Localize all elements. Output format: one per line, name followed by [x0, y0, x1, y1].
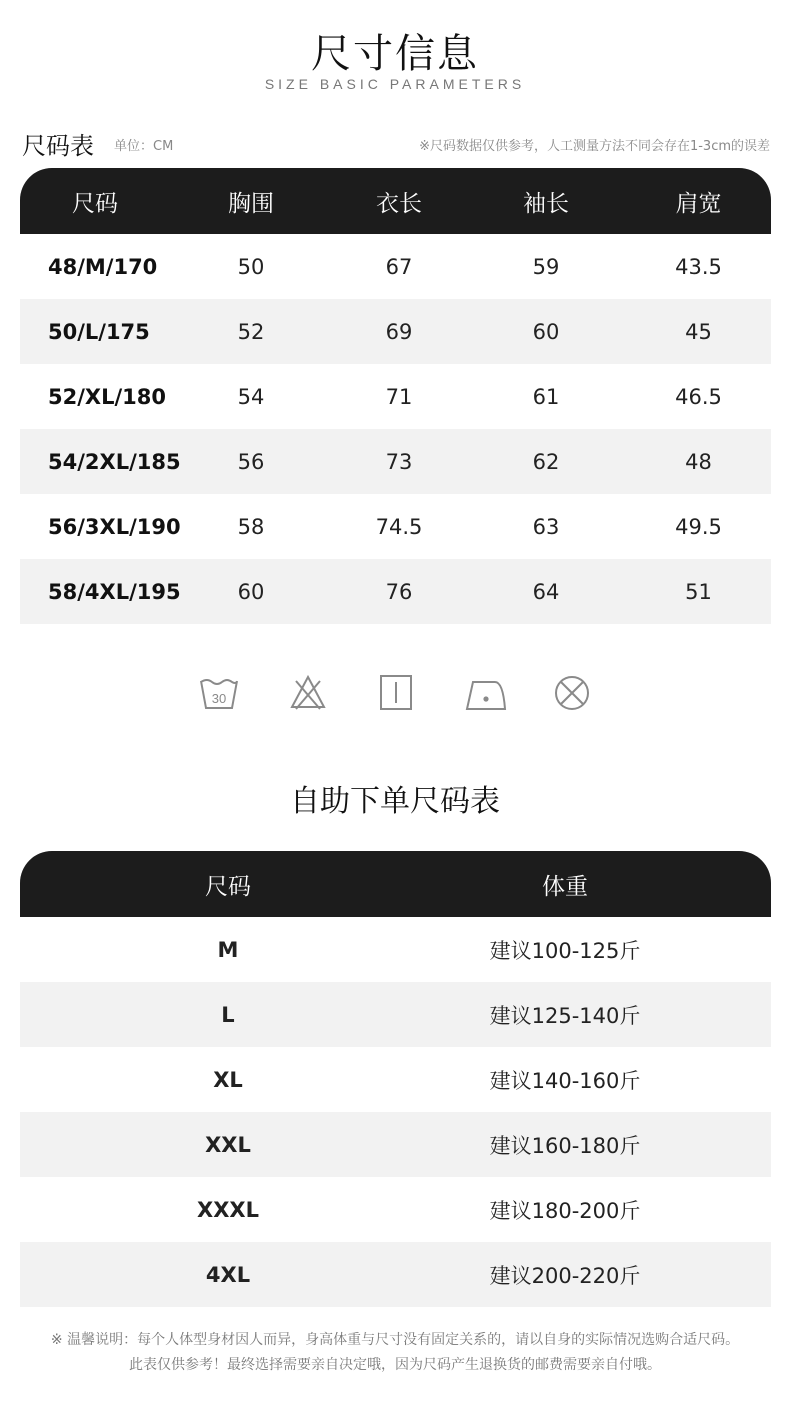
page-subtitle: SIZE BASIC PARAMETERS [264, 76, 526, 92]
table-row [20, 234, 771, 299]
table-cell: 50 [237, 254, 265, 279]
wash-temperature: 30 [211, 691, 227, 706]
table-row [20, 1242, 771, 1307]
size-chart-label: 尺码表 [22, 132, 94, 160]
size-table-header [20, 168, 771, 234]
table-cell: 49.5 [675, 514, 722, 539]
table-row [20, 494, 771, 559]
column-header: 尺码 [205, 873, 251, 900]
table-cell: 51 [685, 579, 712, 604]
table-cell: 56/3XL/190 [48, 514, 181, 539]
table-cell: 74.5 [375, 514, 423, 539]
table-cell: 58/4XL/195 [48, 579, 181, 604]
order-size-table [20, 851, 771, 1307]
page-title: 尺寸信息 [311, 31, 479, 77]
table-cell: 建议160-180斤 [489, 1133, 641, 1158]
table-cell: 43.5 [675, 254, 722, 279]
no-tumble-dry-icon [551, 672, 593, 714]
table-cell: 54 [237, 384, 265, 409]
table-cell: 61 [532, 384, 560, 409]
table-cell: 52 [237, 319, 265, 344]
table-cell: 62 [532, 449, 560, 474]
table-cell: 建议180-200斤 [489, 1198, 641, 1223]
table-cell: M [217, 937, 239, 962]
table-cell: XL [213, 1067, 243, 1092]
table-cell: 59 [532, 254, 560, 279]
unit-label: 单位：CM [114, 139, 174, 154]
table-row [20, 917, 771, 982]
table-cell: XXL [205, 1132, 251, 1157]
table-row [20, 982, 771, 1047]
table-cell: 4XL [205, 1262, 251, 1287]
table-cell: 建议125-140斤 [489, 1003, 641, 1028]
table-cell: 50/L/175 [48, 319, 150, 344]
line-dry-icon [375, 672, 417, 714]
table-cell: 69 [385, 319, 413, 344]
table-cell: 71 [385, 384, 413, 409]
footnote [0, 1328, 790, 1378]
table-cell: 54/2XL/185 [48, 449, 181, 474]
table-row [20, 1177, 771, 1242]
footnote-line-1: ※ 温馨说明：每个人体型身材因人而异，身高体重与尺寸没有固定关系的，请以自身的实际情况选购合适尺码。 [50, 1332, 740, 1348]
column-header: 体重 [542, 873, 588, 900]
measurement-note: ※尺码数据仅供参考，人工测量方法不同会存在1-3cm的误差 [419, 139, 770, 154]
table-row [20, 1112, 771, 1177]
table-cell: 73 [385, 449, 413, 474]
table-cell: 60 [237, 579, 265, 604]
table-cell: 60 [532, 319, 560, 344]
table-cell: 45 [685, 319, 712, 344]
table-row [20, 364, 771, 429]
size-chart-header [22, 126, 770, 158]
care-icons [0, 672, 790, 716]
size-table [20, 168, 771, 624]
iron-low-icon [463, 672, 509, 714]
table-cell: 建议200-220斤 [489, 1263, 641, 1288]
table-cell: 46.5 [675, 384, 722, 409]
table-row [20, 429, 771, 494]
table-cell: 63 [532, 514, 560, 539]
table-cell: 64 [532, 579, 560, 604]
wash-30-icon [198, 672, 240, 714]
table-cell: 76 [385, 579, 413, 604]
column-header: 胸围 [228, 190, 274, 217]
order-table-header [20, 851, 771, 917]
table-cell: L [221, 1002, 235, 1027]
table-row [20, 299, 771, 364]
order-chart-title: 自助下单尺码表 [290, 784, 500, 819]
table-row [20, 1047, 771, 1112]
column-header: 肩宽 [675, 190, 722, 217]
footnote-line-2: 此表仅供参考！最终选择需要亲自决定哦，因为尺码产生退换货的邮费需要亲自付哦。 [129, 1357, 661, 1373]
table-cell: 58 [237, 514, 265, 539]
table-cell: 48 [685, 449, 712, 474]
table-cell: XXXL [197, 1197, 259, 1222]
table-row [20, 559, 771, 624]
table-cell: 56 [237, 449, 265, 474]
column-header: 尺码 [72, 190, 118, 217]
table-cell: 建议140-160斤 [489, 1068, 641, 1093]
column-header: 衣长 [376, 190, 422, 217]
table-cell: 建议100-125斤 [489, 938, 641, 963]
no-bleach-icon [287, 672, 329, 714]
table-cell: 67 [385, 254, 413, 279]
table-cell: 48/M/170 [48, 254, 158, 279]
column-header: 袖长 [523, 190, 569, 217]
table-cell: 52/XL/180 [48, 384, 166, 409]
